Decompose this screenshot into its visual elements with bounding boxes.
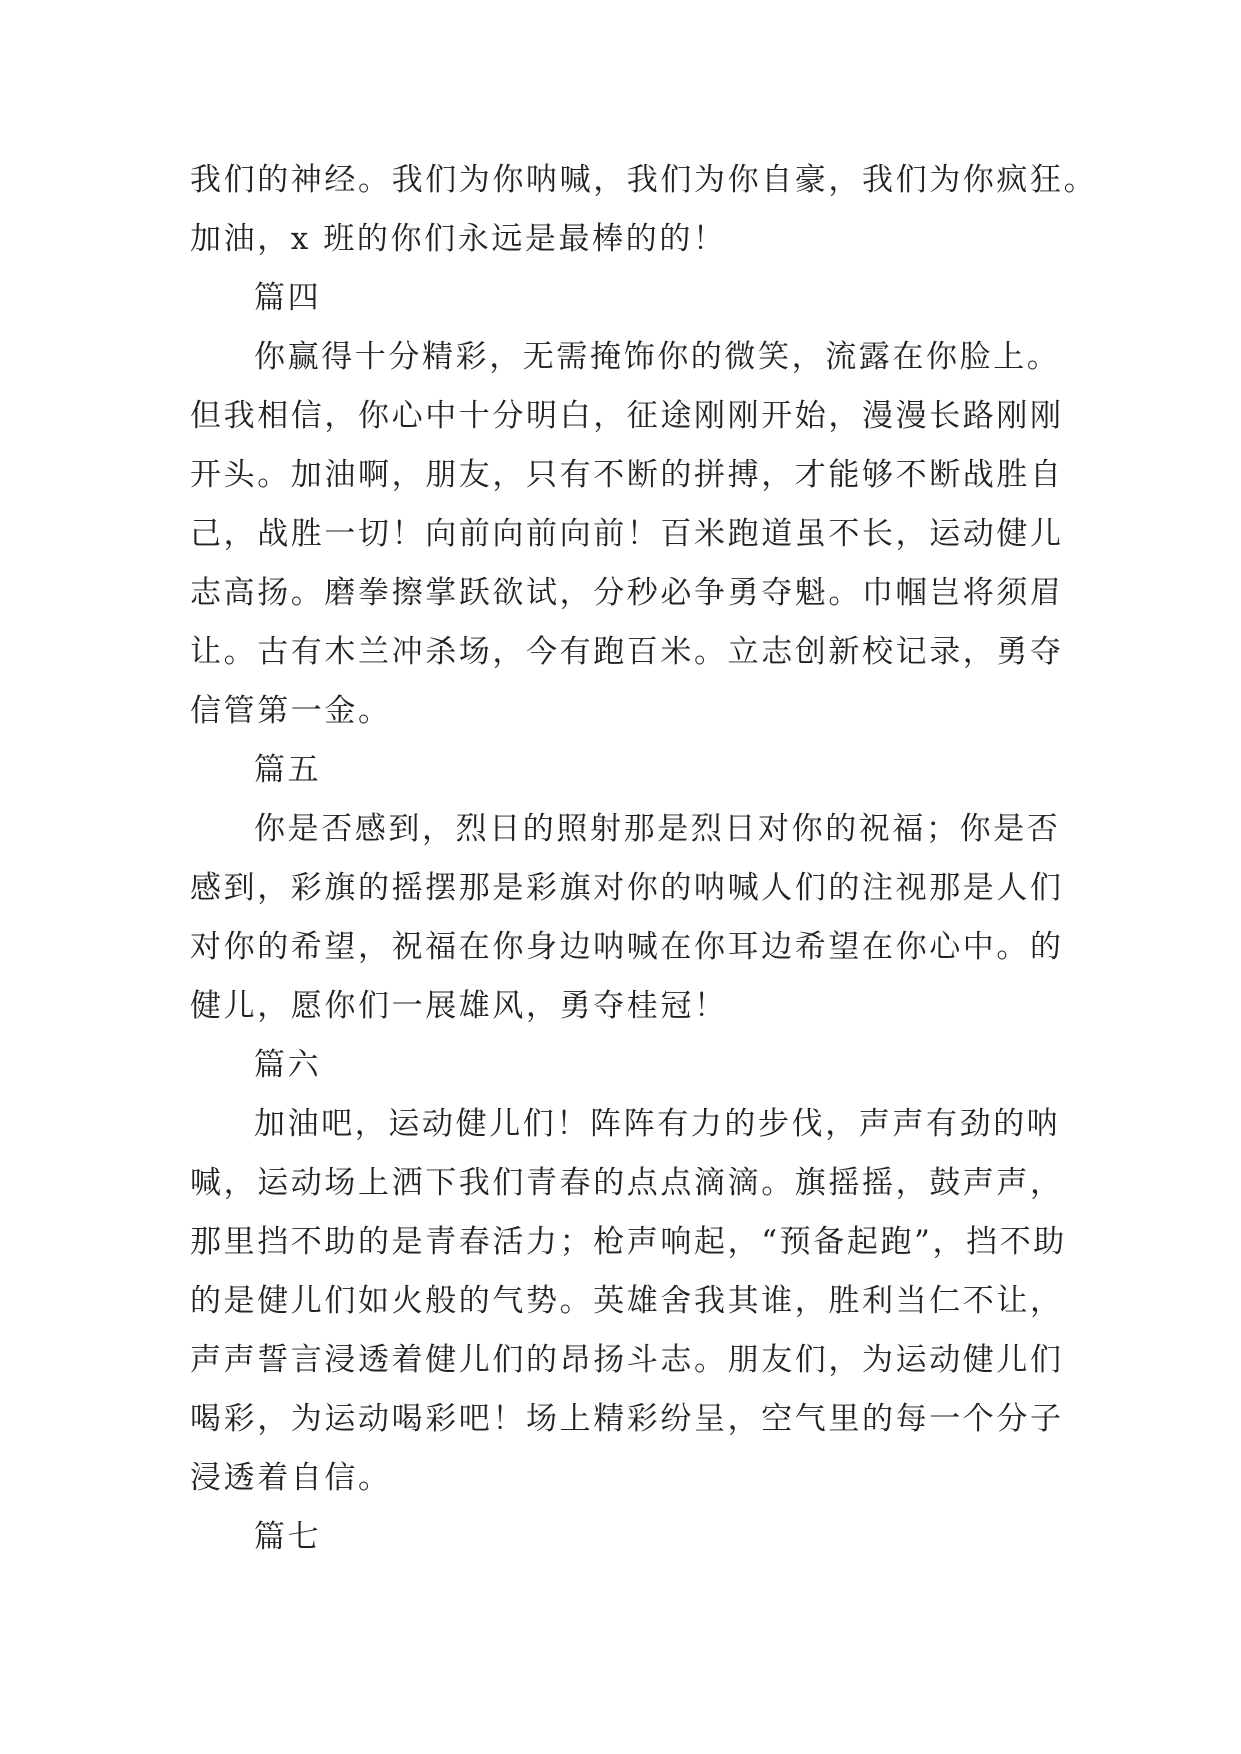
paragraph <box>190 151 1098 269</box>
text-line: 感到，彩旗的摇摆那是彩旗对你的呐喊人们的注视那是人们 <box>190 870 1064 906</box>
section-heading: 篇五 <box>254 752 322 788</box>
text-line: 让。古有木兰冲杀场，今有跑百米。立志创新校记录，勇夺 <box>190 634 1064 670</box>
text-line: 己，战胜一切！向前向前向前！百米跑道虽不长，运动健儿 <box>190 516 1064 552</box>
text-line: 你是否感到，烈日的照射那是烈日对你的祝福；你是否 <box>254 811 1061 847</box>
document-body <box>190 151 1098 1567</box>
text-line: 喝彩，为运动喝彩吧！场上精彩纷呈，空气里的每一个分子 <box>190 1401 1064 1437</box>
text-line: 你赢得十分精彩，无需掩饰你的微笑，流露在你脸上。 <box>254 339 1061 375</box>
text-line: 的是健儿们如火般的气势。英雄舍我其谁，胜利当仁不让， <box>190 1283 1064 1319</box>
text-line: 但我相信，你心中十分明白，征途刚刚开始，漫漫长路刚刚 <box>190 398 1064 434</box>
text-line: 我们的神经。我们为你呐喊，我们为你自豪，我们为你疯狂。 <box>190 162 1098 198</box>
text-line: 喊，运动场上洒下我们青春的点点滴滴。旗摇摇，鼓声声， <box>190 1165 1064 1201</box>
section-heading: 篇六 <box>254 1047 322 1083</box>
text-line: 健儿，愿你们一展雄风，勇夺桂冠！ <box>190 988 728 1024</box>
paragraph <box>190 800 1070 1036</box>
text-line: 那里挡不助的是青春活力；枪声响起，“预备起跑”，挡不助 <box>190 1224 1067 1260</box>
text-line: 信管第一金。 <box>190 693 392 729</box>
text-line: 声声誓言浸透着健儿们的昂扬斗志。朋友们，为运动健儿们 <box>190 1342 1064 1378</box>
text-line: 加油，x 班的你们永远是最棒的的！ <box>190 221 727 257</box>
text-line: 对你的希望，祝福在你身边呐喊在你耳边希望在你心中。的 <box>190 929 1064 965</box>
paragraph <box>190 328 1070 741</box>
section-heading: 篇四 <box>254 280 322 316</box>
text-line: 浸透着自信。 <box>190 1460 392 1496</box>
text-line: 加油吧，运动健儿们！阵阵有力的步伐，声声有劲的呐 <box>254 1106 1061 1142</box>
text-line: 志高扬。磨拳擦掌跃欲试，分秒必争勇夺魁。巾帼岂将须眉 <box>190 575 1064 611</box>
section-heading: 篇七 <box>254 1519 322 1555</box>
paragraph <box>190 1095 1070 1508</box>
text-line: 开头。加油啊，朋友，只有不断的拼搏，才能够不断战胜自 <box>190 457 1064 493</box>
